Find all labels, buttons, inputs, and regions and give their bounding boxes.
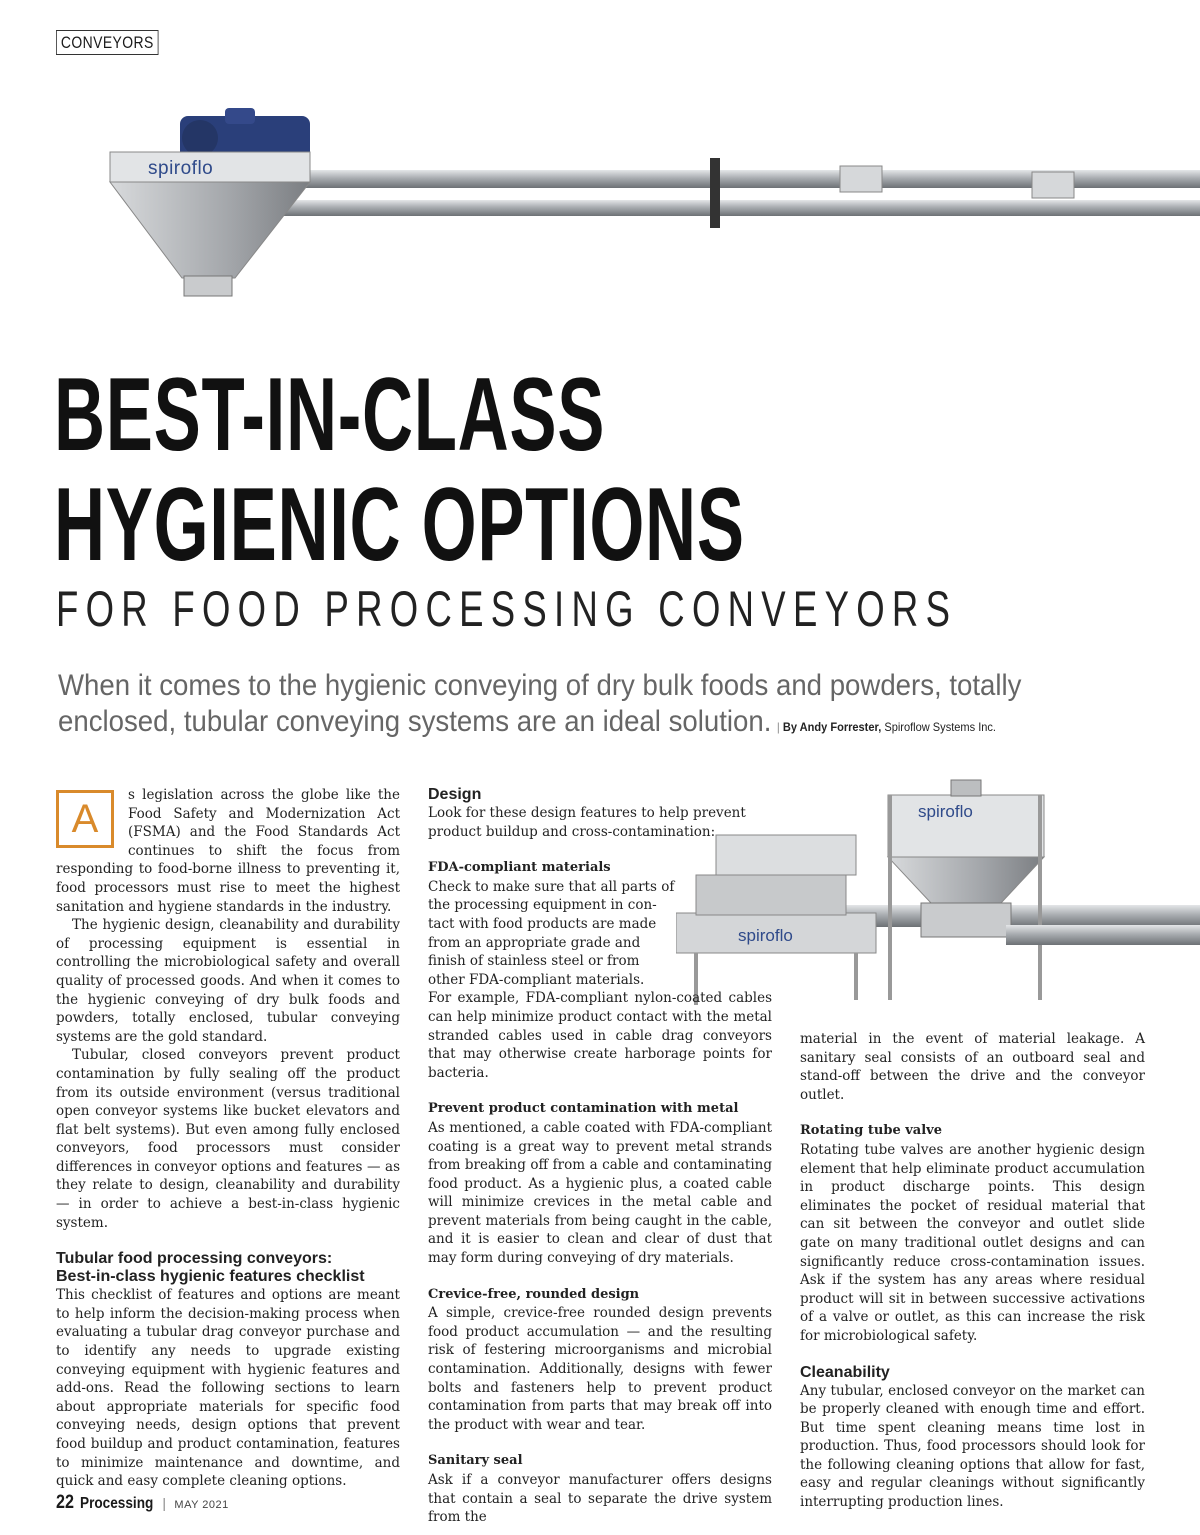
byline bbox=[777, 720, 996, 734]
seal-text-continued: material in the event of material leakage. A sanitary seal consists of an outboard seal and stand-off between the drive and the conveyor outlet. bbox=[800, 1031, 1145, 1103]
metal-heading: Prevent product contamination with metal bbox=[428, 1101, 739, 1117]
side-photo-logo-upper: spiroflo bbox=[918, 802, 973, 821]
side-photo-logo-lower: spiroflo bbox=[738, 926, 793, 945]
byline-separator: | bbox=[776, 720, 780, 734]
page-footer bbox=[56, 1492, 229, 1514]
subtitle: FOR FOOD PROCESSING CONVEYORS bbox=[56, 581, 958, 637]
design-heading: Design bbox=[428, 786, 482, 803]
design-text: Look for these design features to help prevent product buildup and cross-contamination: bbox=[428, 805, 746, 840]
fda-line: other FDA-compliant materials. bbox=[428, 971, 645, 988]
metal-text: As mentioned, a cable coated with FDA-compliant coating is a great way to prevent metal strands from breaking off from a cable and contaminating food product. As a hygienic plus, a coated cable will minimize crevices in the metal cable and prevent materials from being caught in the cable, and it is easier to clean and clear of dust that may form during conveying of dry materials. bbox=[428, 1119, 772, 1267]
checklist-heading-line-1: Tubular food processing conveyors: bbox=[56, 1250, 333, 1268]
checklist-heading-line-2: Best-in-class hygienic features checklist bbox=[56, 1268, 365, 1286]
footer-separator: | bbox=[162, 1495, 166, 1511]
fda-line: the processing equipment in con- bbox=[428, 897, 657, 914]
fda-line: Check to make sure that all parts of bbox=[428, 878, 675, 895]
fda-line: tact with food products are made bbox=[428, 915, 657, 932]
fda-text-wrapped bbox=[428, 878, 676, 990]
hero-conveyor-image bbox=[50, 108, 1200, 308]
cleanability-text: Any tubular, enclosed conveyor on the market can be properly cleaned with enough time and effort. But time spent cleaning means time lost in production. Thus, food processors should look for the following cleaning options that allow for fast, easy and regular cleanings without significantly interrupting production lines. bbox=[800, 1382, 1145, 1511]
drop-cap: A bbox=[56, 790, 114, 848]
fda-line: finish of stainless steel or from bbox=[428, 953, 640, 970]
article-column-2 bbox=[428, 786, 772, 1527]
seal-heading: Sanitary seal bbox=[428, 1453, 523, 1469]
article-column-1 bbox=[56, 786, 400, 1491]
paragraph-tubular-conveyors: Tubular, closed conveyors prevent product contamination by fully sealing off the product from its outside environment (versus traditional open conveyor systems like bucket elevators and flat belt systems). But even among fully enclosed conveyors, food processors must consider differences in conveyor options and features — as they relate to design, cleanability and durability — in order to achieve a best-in-class hygienic system. bbox=[56, 1047, 400, 1231]
seal-text: Ask if a conveyor manufacturer offers designs that contain a seal to separate the drive system from the bbox=[428, 1472, 772, 1526]
hero-logo: spiroflo bbox=[148, 158, 214, 179]
fda-line: from an appropriate grade and bbox=[428, 934, 641, 951]
checklist-heading bbox=[56, 1250, 400, 1286]
fda-text-continued: For example, FDA-compliant nylon-coated cables can help minimize product contact with the metal stranded cables used in cable drag conveyors that may otherwise create harborage points for bacteria. bbox=[428, 990, 772, 1081]
crevice-heading: Crevice-free, rounded design bbox=[428, 1286, 640, 1302]
fda-heading: FDA-compliant materials bbox=[428, 860, 611, 876]
dek-text: When it comes to the hygienic conveying of dry bulk foods and powders, totally enclosed, tubular conveying systems are an ideal solution. bbox=[58, 669, 1022, 738]
byline-author: By Andy Forrester, bbox=[782, 720, 882, 734]
dek bbox=[58, 668, 1070, 745]
byline-company: Spiroflow Systems Inc. bbox=[884, 720, 996, 734]
valve-text: Rotating tube valves are another hygienic design element that help eliminate product accumulation in product discharge points. This design eliminates the pocket of residual material that can sit between the conveyor and outlet slide gate on many traditional outlet designs and can significantly reduce cross-contamination issues. Ask if the system has any areas where residual product will sit in between successive activations of a valve or outlet, as this can increase the risk for microbiological safety. bbox=[800, 1141, 1145, 1344]
page-title bbox=[54, 357, 1154, 583]
article-column-3 bbox=[800, 1030, 1145, 1512]
crevice-text: A simple, crevice-free rounded design prevents food product accumulation — and the resulting risk of festering microorganisms and microbial contamination. Additionally, designs with fewer bolts and fasteners help to prevent product contamination from parts that may break off into the product with wear and tear. bbox=[428, 1305, 772, 1433]
page-number: 22 bbox=[56, 1492, 74, 1513]
publication-name: Processing bbox=[79, 1495, 153, 1512]
intro-paragraph: s legislation across the globe like the Food Safety and Modernization Act (FSMA) and the Food Standards Act continues to shift the focus from responding to food-borne illness to preventing it, food processors must rise to meet the highest sanitation and hygiene standards in the industry. bbox=[56, 787, 400, 915]
issue-date: MAY 2021 bbox=[174, 1499, 229, 1511]
title-line-1: BEST-IN-CLASS bbox=[54, 357, 606, 473]
paragraph-hygienic-design: The hygienic design, cleanability and durability of processing equipment is essential in controlling the microbiological safety and overall quality of processed goods. And when it comes to the hygienic conveying of dry bulk foods and powders, totally enclosed, tubular conveying systems are the gold standard. bbox=[56, 917, 400, 1045]
paragraph-checklist: This checklist of features and options are meant to help inform the decision-making process when evaluating a tubular drag conveyor purchase and to identify any needs to upgrade existing conveying equipment with hygienic features and add-ons. Read the following sections to learn about appropriate materials for specific food conveying needs, design options that prevent food buildup and product contamination, features to minimize maintenance and downtime, and quick and easy complete cleaning options. bbox=[56, 1287, 400, 1490]
cleanability-heading: Cleanability bbox=[800, 1363, 890, 1381]
section-tag: CONVEYORS bbox=[56, 30, 159, 55]
valve-heading: Rotating tube valve bbox=[800, 1123, 942, 1139]
title-line-2: HYGIENIC OPTIONS bbox=[54, 467, 745, 583]
